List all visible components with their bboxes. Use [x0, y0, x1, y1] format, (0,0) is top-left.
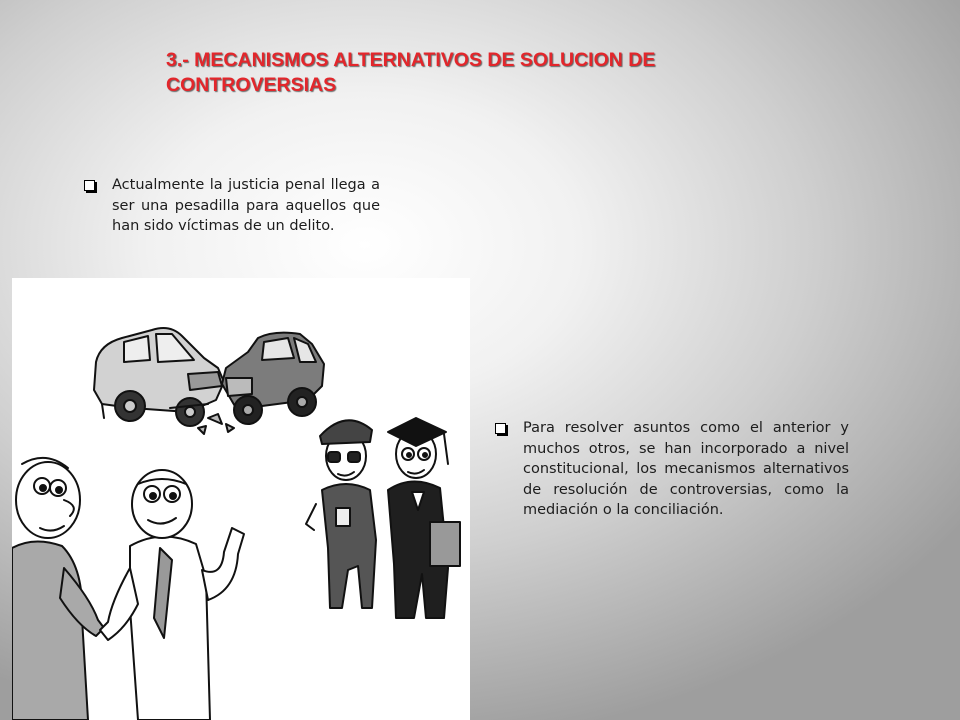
checkbox-bullet-icon	[84, 180, 95, 191]
bullet-item-1	[84, 175, 380, 237]
illustration-svg	[12, 278, 470, 720]
policeman-icon	[306, 420, 376, 608]
man-left-handshake-icon	[12, 458, 104, 720]
bald-man-handshake-icon	[100, 470, 244, 720]
car-right-icon	[222, 333, 324, 424]
bullet-text-1: Actualmente la justicia penal llega a ser una pesadilla para aquellos que han sido víctimas de un delito.	[112, 177, 380, 234]
bullet-text-2: Para resolver asuntos como el anterior y muchos otros, se han incorporado a nivel constitucional, los mecanismos alternativos de resolución de controversias, como la mediación o la conciliación.	[523, 420, 849, 518]
slide-title-line-1: 3.- MECANISMOS ALTERNATIVOS DE SOLUCION DE	[166, 49, 656, 71]
bullet-item-2	[495, 418, 849, 521]
cartoon-illustration	[12, 278, 470, 720]
judge-graduate-icon	[388, 418, 460, 618]
car-left-icon	[94, 328, 224, 426]
slide-title	[166, 48, 726, 98]
checkbox-bullet-icon	[495, 423, 506, 434]
slide-title-line-2: CONTROVERSIAS	[166, 74, 337, 96]
